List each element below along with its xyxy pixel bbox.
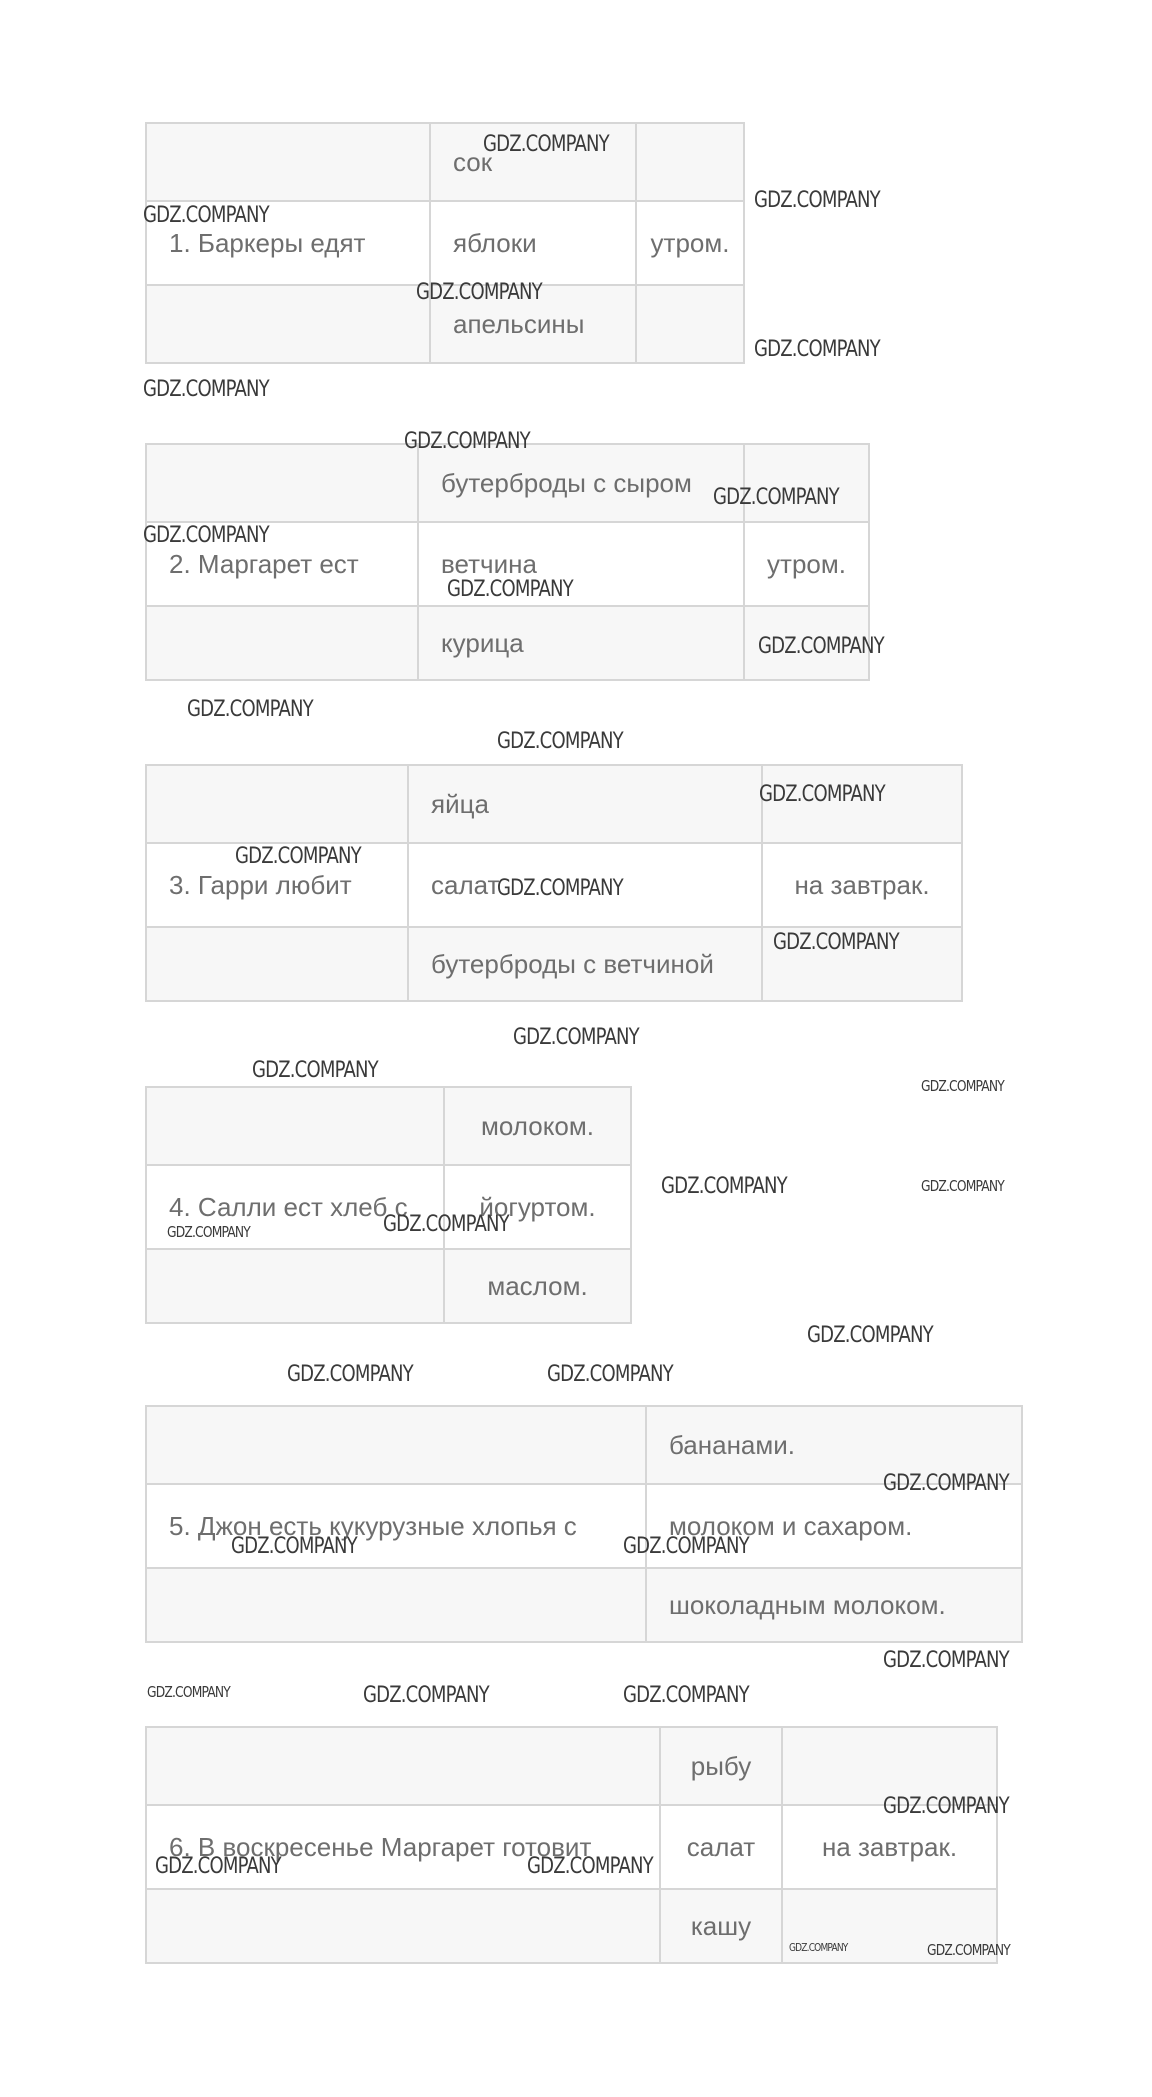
sentence-start-cell: 1. Баркеры едят: [146, 201, 430, 285]
watermark: GDZ.COMPANY: [623, 1534, 749, 1559]
watermark: GDZ.COMPANY: [187, 697, 313, 722]
watermark: GDZ.COMPANY: [383, 1212, 509, 1237]
sentence-end-cell: утром.: [636, 201, 744, 285]
watermark: GDZ.COMPANY: [143, 523, 269, 548]
option-cell: бананами.: [646, 1406, 1022, 1484]
exercise-table-5: [145, 1405, 1023, 1643]
watermark: GDZ.COMPANY: [483, 132, 609, 157]
watermark: GDZ.COMPANY: [497, 876, 623, 901]
exercise-table-4: [145, 1086, 632, 1324]
watermark: GDZ.COMPANY: [167, 1223, 250, 1241]
empty-cell: [636, 123, 744, 201]
empty-cell: [146, 123, 430, 201]
empty-cell: [146, 927, 408, 1001]
watermark: GDZ.COMPANY: [754, 188, 880, 213]
empty-cell: [146, 285, 430, 363]
option-cell: яйца: [408, 765, 762, 843]
empty-cell: [636, 285, 744, 363]
option-cell: салат: [660, 1805, 782, 1889]
watermark: GDZ.COMPANY: [547, 1362, 673, 1387]
option-cell: сок: [430, 123, 636, 201]
watermark: GDZ.COMPANY: [773, 930, 899, 955]
watermark: GDZ.COMPANY: [883, 1648, 1009, 1673]
exercise-table-6: [145, 1726, 998, 1964]
empty-cell: [744, 444, 869, 522]
option-cell: ветчина: [418, 522, 744, 606]
watermark: GDZ.COMPANY: [807, 1323, 933, 1348]
watermark: GDZ.COMPANY: [713, 485, 839, 510]
watermark: GDZ.COMPANY: [447, 577, 573, 602]
sentence-start-cell: 4. Салли ест хлеб с: [146, 1165, 444, 1249]
watermark: GDZ.COMPANY: [497, 729, 623, 754]
empty-cell: [146, 1249, 444, 1323]
watermark: GDZ.COMPANY: [252, 1058, 378, 1083]
empty-cell: [146, 444, 418, 522]
exercise-table-1: [145, 122, 745, 364]
watermark: GDZ.COMPANY: [921, 1077, 1004, 1095]
watermark: GDZ.COMPANY: [147, 1683, 230, 1701]
sentence-start-cell: 6. В воскресенье Маргарет готовит: [146, 1805, 660, 1889]
watermark: GDZ.COMPANY: [927, 1941, 1010, 1959]
option-cell: кашу: [660, 1889, 782, 1963]
option-cell: салат: [408, 843, 762, 927]
watermark: GDZ.COMPANY: [883, 1794, 1009, 1819]
watermark: GDZ.COMPANY: [416, 280, 542, 305]
watermark: GDZ.COMPANY: [623, 1683, 749, 1708]
option-cell: бутерброды с сыром: [418, 444, 744, 522]
option-cell: молоком и сахаром.: [646, 1484, 1022, 1568]
watermark: GDZ.COMPANY: [363, 1683, 489, 1708]
empty-cell: [146, 1406, 646, 1484]
watermark: GDZ.COMPANY: [513, 1025, 639, 1050]
option-cell: яблоки: [430, 201, 636, 285]
watermark: GDZ.COMPANY: [527, 1854, 653, 1879]
sentence-start-cell: 3. Гарри любит: [146, 843, 408, 927]
empty-cell: [146, 765, 408, 843]
option-cell: бутерброды с ветчиной: [408, 927, 762, 1001]
empty-cell: [146, 1087, 444, 1165]
sentence-end-cell: на завтрак.: [762, 843, 962, 927]
sentence-end-cell: на завтрак.: [782, 1805, 997, 1889]
empty-cell: [146, 606, 418, 680]
watermark: GDZ.COMPANY: [143, 203, 269, 228]
empty-cell: [146, 1727, 660, 1805]
option-cell: апельсины: [430, 285, 636, 363]
watermark: GDZ.COMPANY: [883, 1471, 1009, 1496]
option-cell: маслом.: [444, 1249, 631, 1323]
watermark: GDZ.COMPANY: [155, 1854, 281, 1879]
watermark: GDZ.COMPANY: [758, 634, 884, 659]
watermark: GDZ.COMPANY: [921, 1177, 1004, 1195]
watermark: GDZ.COMPANY: [754, 337, 880, 362]
option-cell: шоколадным молоком.: [646, 1568, 1022, 1642]
watermark: GDZ.COMPANY: [661, 1174, 787, 1199]
option-cell: курица: [418, 606, 744, 680]
watermark: GDZ.COMPANY: [287, 1362, 413, 1387]
sentence-end-cell: утром.: [744, 522, 869, 606]
watermark: GDZ.COMPANY: [789, 1941, 848, 1954]
sentence-start-cell: 5. Джон есть кукурузные хлопья с: [146, 1484, 646, 1568]
option-cell: рыбу: [660, 1727, 782, 1805]
watermark: GDZ.COMPANY: [231, 1534, 357, 1559]
watermark: GDZ.COMPANY: [759, 782, 885, 807]
sentence-start-cell: 2. Маргарет ест: [146, 522, 418, 606]
option-cell: йогуртом.: [444, 1165, 631, 1249]
watermark: GDZ.COMPANY: [404, 429, 530, 454]
watermark: GDZ.COMPANY: [143, 377, 269, 402]
empty-cell: [146, 1568, 646, 1642]
watermark: GDZ.COMPANY: [235, 844, 361, 869]
empty-cell: [146, 1889, 660, 1963]
option-cell: молоком.: [444, 1087, 631, 1165]
